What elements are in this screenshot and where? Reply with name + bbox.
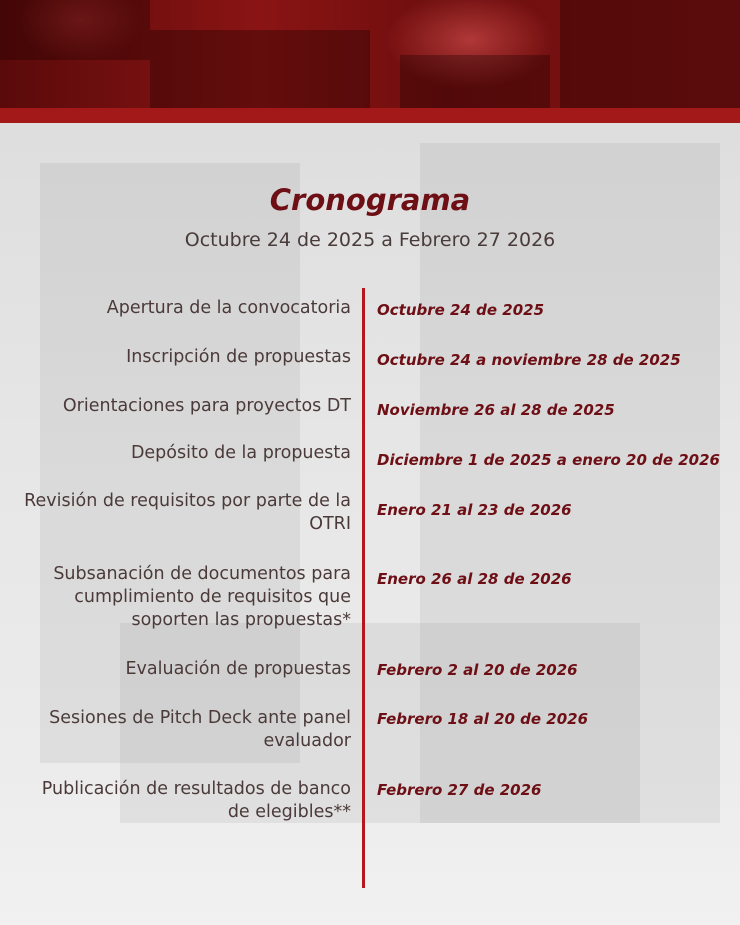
header-photo-band	[0, 0, 740, 108]
page-subtitle: Octubre 24 de 2025 a Febrero 27 2026	[184, 229, 556, 251]
activity-date: Noviembre 26 al 28 de 2025	[377, 401, 615, 419]
activity-label: Revisión de requisitos por parte de la OTRI	[24, 491, 351, 534]
activity-date: Febrero 27 de 2026	[377, 781, 542, 799]
activity-label: Inscripción de propuestas	[126, 347, 351, 367]
activity-label: Depósito de la propuesta	[130, 443, 351, 463]
activity-date: Febrero 18 al 20 de 2026	[377, 710, 589, 728]
activity-date: Octubre 24 de 2025	[377, 301, 544, 319]
activity-label: Orientaciones para proyectos DT	[62, 396, 351, 416]
activity-date: Enero 26 al 28 de 2026	[377, 570, 572, 588]
activity-label: Publicación de resultados de banco de elegibles**	[41, 779, 351, 822]
activity-label: Subsanación de documentos para cumplimiento de requisitos que soporten las propuestas*	[53, 564, 351, 630]
activity-date: Octubre 24 a noviembre 28 de 2025	[377, 351, 681, 369]
activity-label: Apertura de la convocatoria	[106, 298, 351, 318]
activity-label: Evaluación de propuestas	[125, 659, 351, 679]
activity-date: Diciembre 1 de 2025 a enero 20 de 2026	[377, 451, 720, 469]
timeline-divider	[362, 288, 365, 888]
activity-label: Sesiones de Pitch Deck ante panel evaluador	[49, 708, 351, 751]
page-title: Cronograma	[269, 183, 471, 217]
activity-date: Febrero 2 al 20 de 2026	[377, 661, 578, 679]
activity-date: Enero 21 al 23 de 2026	[377, 501, 572, 519]
header-stripe	[0, 108, 740, 123]
